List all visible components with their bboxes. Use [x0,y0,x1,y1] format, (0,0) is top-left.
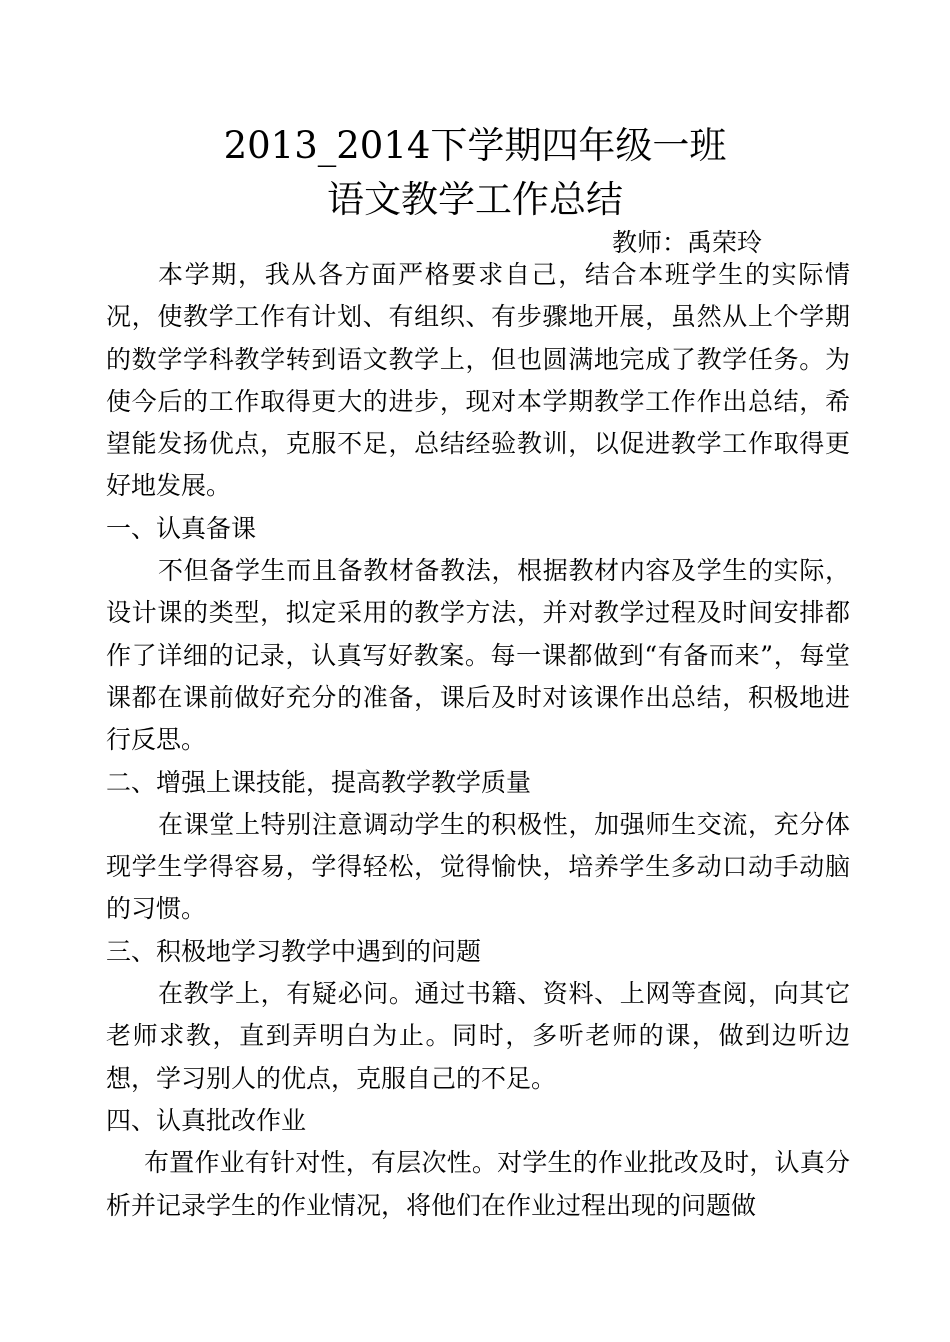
intro-paragraph: 本学期，我从各方面严格要求自己，结合本班学生的实际情况，使教学工作有计划、有组织、有步骤地开展，虽然从上个学期的数学学科教学转到语文教学上，但也圆满地完成了教学任务。为使今后的工作取得更大的进步，现对本学期教学工作作出总结，希望能发扬优点，克服不足，总结经验教训，以促进教学工作取得更好地发展。 [106,260,850,501]
document-title-line-2: 语文教学工作总结 [327,178,623,221]
section-heading-1: 一、认真备课 [106,513,257,543]
section-paragraph-3: 在教学上，有疑必问。通过书籍、资料、上网等查阅，向其它老师求教，直到弄明白为止。同时，多听老师的课，做到边听边想，学习别人的优点，克服自己的不足。 [106,979,850,1093]
section-heading-3: 三、积极地学习教学中遇到的问题 [106,936,482,966]
document-title-line-1: 2013_2014下学期四年级一班 [223,124,727,167]
section-heading-4: 四、认真批改作业 [106,1105,307,1135]
section-paragraph-2: 在课堂上特别注意调动学生的积极性，加强师生交流，充分体现学生学得容易，学得轻松，觉得愉快，培养学生多动口动手动脑的习惯。 [106,809,850,924]
section-paragraph-4: 布置作业有针对性，有层次性。对学生的作业批改及时，认真分析并记录学生的作业情况，将他们在作业过程出现的问题做 [106,1148,850,1220]
section-paragraph-1: 不但备学生而且备教材备教法，根据教材内容及学生的实际，设计课的类型，拟定采用的教学方法，并对教学过程及时间安排都作了详细的记录，认真写好教案。每一课都做到“有备而来”，每堂课都在课前做好充分的准备，课后及时对该课作出总结，积极地进行反思。 [106,556,850,755]
section-heading-2: 二、增强上课技能，提高教学教学质量 [106,767,532,797]
document-body [106,254,850,1227]
teacher-name: 教师：禹荣玲 [612,228,763,257]
